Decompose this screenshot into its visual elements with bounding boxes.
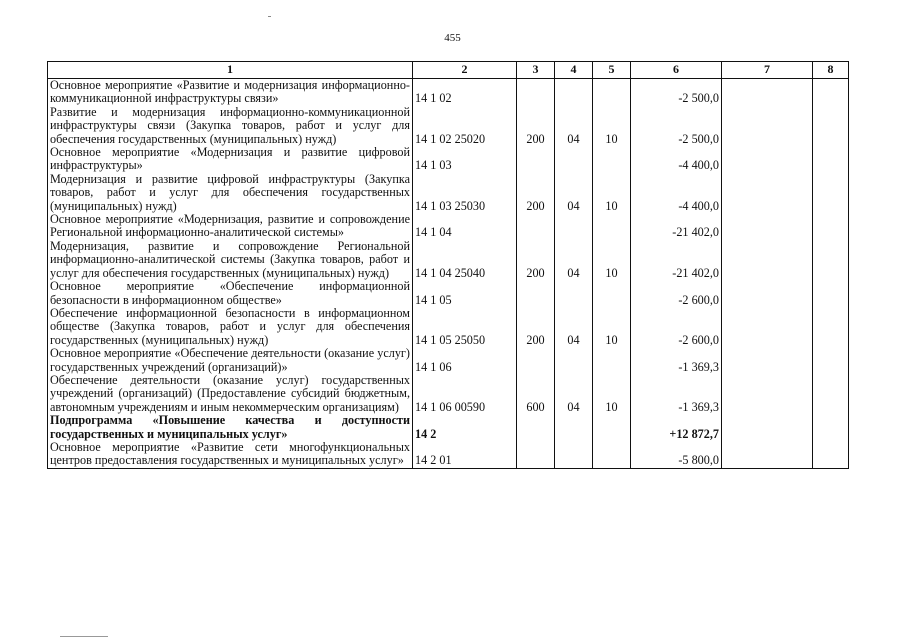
cell-code: 14 1 02	[413, 79, 517, 106]
cell-name: Основное мероприятие «Модернизация и развитие цифровой инфраструктуры»	[48, 146, 413, 173]
cell-c3	[517, 441, 555, 468]
cell-c4	[555, 213, 593, 240]
cell-name: Основное мероприятие «Обеспечение деятельности (оказание услуг) государственных учреждений (организаций)»	[48, 347, 413, 374]
cell-c4: 04	[555, 374, 593, 414]
table-row	[48, 347, 849, 374]
cell-name: Обеспечение деятельности (оказание услуг) государственных учреждений (организаций) (Предоставление субсидий бюджетным, автономным учреждениям и иным некоммерческим организациям)	[48, 374, 413, 414]
cell-empty	[813, 79, 849, 106]
cell-amount: -4 400,0	[631, 146, 722, 173]
cell-code: 14 2	[413, 414, 517, 441]
cell-c4	[555, 414, 593, 441]
table-row	[48, 240, 849, 280]
cell-c4	[555, 146, 593, 173]
cell-name: Основное мероприятие «Развитие сети многофункциональных центров предоставления государственных и муниципальных услуг»	[48, 441, 413, 468]
cell-name: Обеспечение информационной безопасности в информационном обществе (Закупка товаров, работ и услуг для обеспечения государственных (муниципальных) нужд)	[48, 307, 413, 347]
table-row	[48, 146, 849, 173]
cell-c4: 04	[555, 173, 593, 213]
cell-empty	[813, 213, 849, 240]
table-row	[48, 106, 849, 146]
cell-empty	[813, 374, 849, 414]
cell-c5	[593, 441, 631, 468]
cell-amount: -2 500,0	[631, 79, 722, 106]
cell-name: Подпрограмма «Повышение качества и доступности государственных и муниципальных услуг»	[48, 414, 413, 441]
cell-code: 14 1 03	[413, 146, 517, 173]
cell-c4	[555, 280, 593, 307]
table-row	[48, 280, 849, 307]
cell-amount: -2 600,0	[631, 307, 722, 347]
cell-empty	[722, 240, 813, 280]
cell-c5: 10	[593, 173, 631, 213]
cell-c4	[555, 79, 593, 106]
table-row	[48, 213, 849, 240]
cell-c3	[517, 347, 555, 374]
cell-empty	[813, 414, 849, 441]
cell-code: 14 2 01	[413, 441, 517, 468]
cell-name: Основное мероприятие «Модернизация, развитие и сопровождение Региональной информационно-аналитической системы»	[48, 213, 413, 240]
cell-empty	[813, 173, 849, 213]
cell-empty	[722, 106, 813, 146]
cell-c5	[593, 146, 631, 173]
cell-c5: 10	[593, 374, 631, 414]
cell-c3: 200	[517, 106, 555, 146]
cell-amount: -21 402,0	[631, 213, 722, 240]
scan-mark	[268, 16, 271, 17]
cell-amount: -21 402,0	[631, 240, 722, 280]
cell-c4: 04	[555, 307, 593, 347]
column-header: 3	[517, 62, 555, 79]
column-header: 8	[813, 62, 849, 79]
table-row	[48, 441, 849, 468]
cell-amount: -1 369,3	[631, 374, 722, 414]
cell-empty	[722, 280, 813, 307]
column-header: 7	[722, 62, 813, 79]
cell-empty	[722, 213, 813, 240]
cell-name: Модернизация и развитие цифровой инфраструктуры (Закупка товаров, работ и услуг для обеспечения государственных (муниципальных) нужд)	[48, 173, 413, 213]
page-number: 455	[444, 32, 461, 44]
cell-c5: 10	[593, 106, 631, 146]
cell-c4: 04	[555, 106, 593, 146]
cell-c4: 04	[555, 240, 593, 280]
cell-c3	[517, 280, 555, 307]
cell-code: 14 1 06	[413, 347, 517, 374]
budget-table	[47, 61, 849, 469]
cell-c3: 200	[517, 240, 555, 280]
cell-empty	[813, 307, 849, 347]
cell-empty	[722, 146, 813, 173]
table-row	[48, 414, 849, 441]
column-header: 2	[413, 62, 517, 79]
cell-name: Основное мероприятие «Обеспечение информационной безопасности в информационном обществе»	[48, 280, 413, 307]
cell-c5	[593, 414, 631, 441]
column-header: 4	[555, 62, 593, 79]
cell-c3: 600	[517, 374, 555, 414]
cell-name: Модернизация, развитие и сопровождение Региональной информационно-аналитической системы (Закупка товаров, работ и услуг для обеспечения государственных (муниципальных) нужд)	[48, 240, 413, 280]
cell-c3	[517, 146, 555, 173]
cell-code: 14 1 02 25020	[413, 106, 517, 146]
table-body	[48, 79, 849, 469]
cell-name: Основное мероприятие «Развитие и модернизация информационно-коммуникационной инфраструктуры связи»	[48, 79, 413, 106]
cell-c5: 10	[593, 307, 631, 347]
cell-c4	[555, 347, 593, 374]
cell-amount: -2 500,0	[631, 106, 722, 146]
table-row	[48, 307, 849, 347]
cell-c4	[555, 441, 593, 468]
table-row	[48, 173, 849, 213]
cell-name: Развитие и модернизация информационно-коммуникационной инфраструктуры связи (Закупка товаров, работ и услуг для обеспечения государственных (муниципальных) нужд)	[48, 106, 413, 146]
cell-amount: -5 800,0	[631, 441, 722, 468]
scan-mark	[60, 636, 108, 637]
cell-empty	[813, 347, 849, 374]
cell-empty	[722, 307, 813, 347]
cell-empty	[813, 106, 849, 146]
cell-code: 14 1 05	[413, 280, 517, 307]
cell-empty	[813, 280, 849, 307]
table-header-row	[48, 62, 849, 79]
cell-amount: -4 400,0	[631, 173, 722, 213]
cell-c3: 200	[517, 173, 555, 213]
cell-code: 14 1 05 25050	[413, 307, 517, 347]
cell-empty	[722, 441, 813, 468]
cell-empty	[722, 374, 813, 414]
cell-amount: +12 872,7	[631, 414, 722, 441]
table-row	[48, 79, 849, 106]
cell-empty	[722, 414, 813, 441]
cell-c5	[593, 213, 631, 240]
cell-amount: -1 369,3	[631, 347, 722, 374]
column-header: 6	[631, 62, 722, 79]
cell-code: 14 1 04 25040	[413, 240, 517, 280]
cell-empty	[722, 79, 813, 106]
column-header: 5	[593, 62, 631, 79]
cell-c5: 10	[593, 240, 631, 280]
cell-c3	[517, 414, 555, 441]
cell-code: 14 1 04	[413, 213, 517, 240]
cell-c3	[517, 79, 555, 106]
cell-empty	[813, 146, 849, 173]
cell-empty	[813, 441, 849, 468]
cell-c3: 200	[517, 307, 555, 347]
cell-amount: -2 600,0	[631, 280, 722, 307]
cell-code: 14 1 03 25030	[413, 173, 517, 213]
cell-empty	[722, 347, 813, 374]
cell-c5	[593, 79, 631, 106]
cell-c5	[593, 280, 631, 307]
cell-c3	[517, 213, 555, 240]
cell-code: 14 1 06 00590	[413, 374, 517, 414]
cell-c5	[593, 347, 631, 374]
cell-empty	[813, 240, 849, 280]
column-header: 1	[48, 62, 413, 79]
cell-empty	[722, 173, 813, 213]
table-row	[48, 374, 849, 414]
